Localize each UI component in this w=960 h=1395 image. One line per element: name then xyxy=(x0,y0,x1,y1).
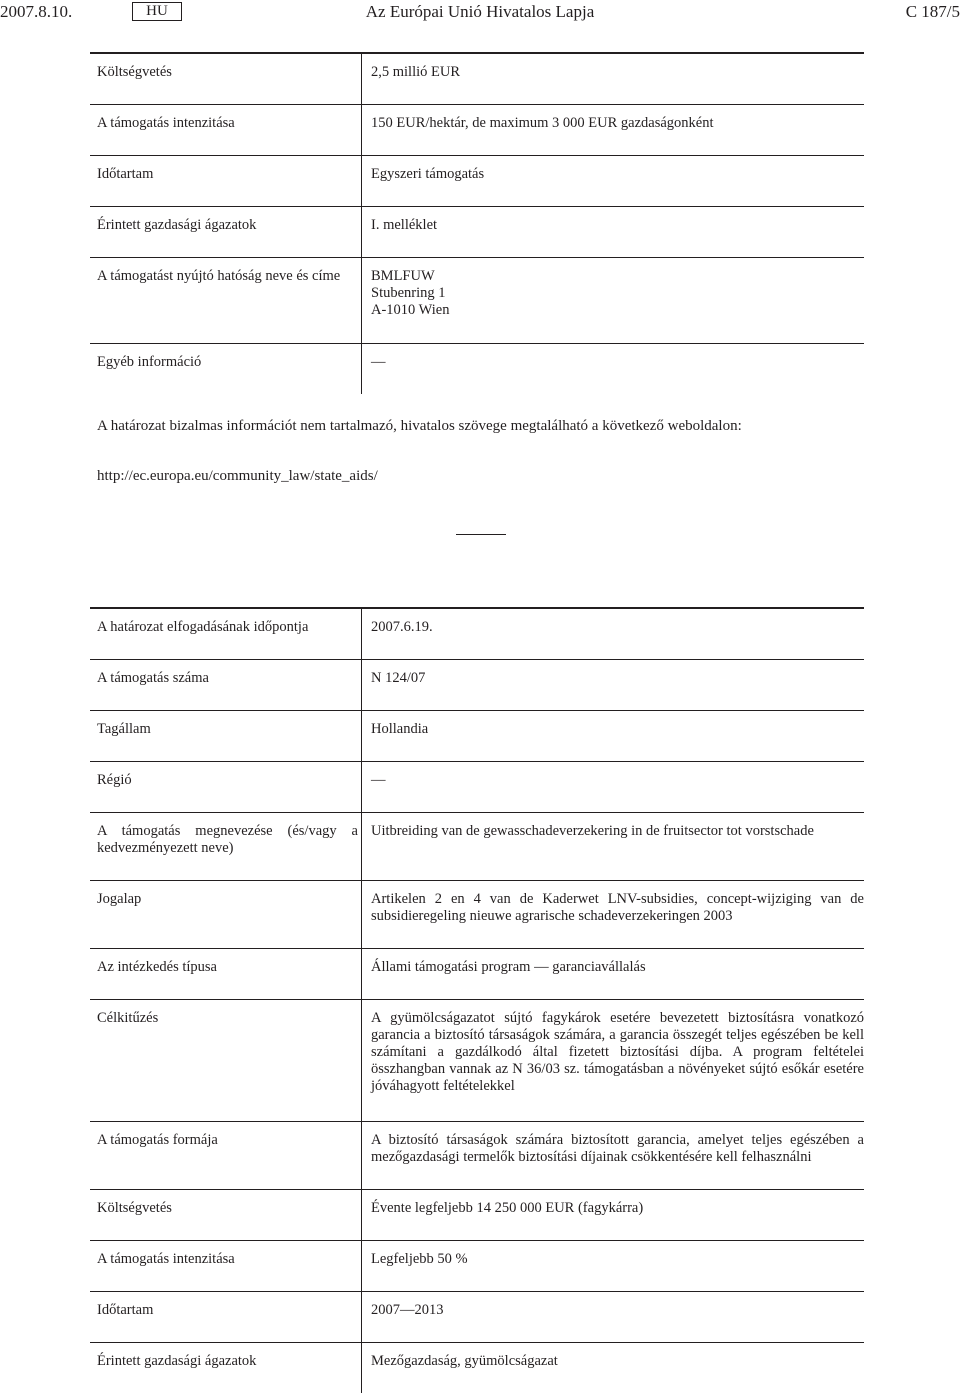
table-row xyxy=(90,1121,864,1189)
table-row xyxy=(90,257,864,343)
value-line: BMLFUW xyxy=(371,267,435,284)
row-value xyxy=(362,761,865,812)
row-value xyxy=(362,257,865,343)
row-value xyxy=(362,948,865,999)
row-value xyxy=(362,608,865,659)
row-value xyxy=(362,1121,865,1189)
row-label: Érintett gazdasági ágazatok xyxy=(90,1342,362,1393)
table-row xyxy=(90,659,864,710)
aid-table-2 xyxy=(90,607,864,1393)
value-line: Mezőgazdaság, gyümölcságazat xyxy=(371,1352,558,1369)
table-row xyxy=(90,1291,864,1342)
table-row xyxy=(90,948,864,999)
row-value xyxy=(362,999,865,1121)
value-line: N 124/07 xyxy=(371,669,426,686)
table-row xyxy=(90,812,864,880)
row-label: A támogatás intenzitása xyxy=(90,1240,362,1291)
value-line: Egyszeri támogatás xyxy=(371,165,485,182)
table-row xyxy=(90,608,864,659)
value-line: Uitbreiding van de gewasschadeverzekering in de fruitsector tot vorstschade xyxy=(371,822,814,839)
table-row xyxy=(90,53,864,104)
row-value xyxy=(362,710,865,761)
language-code-box: HU xyxy=(132,2,182,21)
value-line: — xyxy=(371,353,386,370)
table-row xyxy=(90,1342,864,1393)
row-value xyxy=(362,343,865,394)
row-label: Jogalap xyxy=(90,880,362,948)
row-label: Időtartam xyxy=(90,1291,362,1342)
row-value xyxy=(362,1240,865,1291)
table-row xyxy=(90,206,864,257)
row-value xyxy=(362,155,865,206)
row-value xyxy=(362,206,865,257)
table-row xyxy=(90,710,864,761)
decision-url-link[interactable]: http://ec.europa.eu/community_law/state_aids/ xyxy=(97,468,378,484)
value-line: I. melléklet xyxy=(371,216,438,233)
row-label: Időtartam xyxy=(90,155,362,206)
value-line: Stubenring 1 xyxy=(371,284,446,301)
row-value xyxy=(362,1189,865,1240)
value-line: Hollandia xyxy=(371,720,429,737)
value-line: Artikelen 2 en 4 van de Kaderwet LNV-subsidies, concept-wijziging van de subsidieregeling nieuwe agrarische schadeverzekeringen 2003 xyxy=(371,890,864,924)
value-line: A biztosító társaságok számára biztosított garancia, amelyet teljes egészében a mezőgazdasági termelők biztosítási díjainak csökkentésére kell felhasználni xyxy=(371,1131,864,1165)
journal-title: Az Európai Unió Hivatalos Lapja xyxy=(365,2,595,21)
row-value xyxy=(362,1342,865,1393)
table-row xyxy=(90,880,864,948)
row-label: A támogatás formája xyxy=(90,1121,362,1189)
row-value xyxy=(362,880,865,948)
value-line: 2007—2013 xyxy=(371,1301,444,1318)
row-value xyxy=(362,812,865,880)
aid-table-1 xyxy=(90,52,864,394)
value-line: 2,5 millió EUR xyxy=(371,64,461,80)
value-line: A gyümölcságazatot sújtó fagykárok esetére bevezetett biztosításra vonatkozó garancia a biztosító társaságok számára, a garancia összegét teljes egészében be kell számítani a gazdálkodó által fizetett biztosítási díjba. A program feltételei összhangban vannak az N 36/03 sz. támogatásban a növényeket sújtó esőkár esetére jóváhagyott feltételekkel xyxy=(371,1009,864,1094)
page-reference: C 187/5 xyxy=(905,2,960,21)
value-line: 150 EUR/hektár, de maximum 3 000 EUR gazdaságonként xyxy=(371,114,714,131)
table-row xyxy=(90,999,864,1121)
value-line: A-1010 Wien xyxy=(371,301,450,318)
table-row xyxy=(90,155,864,206)
value-line: 2007.6.19. xyxy=(371,619,433,635)
value-line: Állami támogatási program — garanciavállalás xyxy=(371,958,646,975)
row-label: Célkitűzés xyxy=(90,999,362,1121)
value-line: Legfeljebb 50 % xyxy=(371,1250,468,1267)
value-line: — xyxy=(371,771,386,788)
row-label: A támogatás intenzitása xyxy=(90,104,362,155)
row-label: Régió xyxy=(90,761,362,812)
row-label: A támogatást nyújtó hatóság neve és címe xyxy=(90,257,362,343)
row-label: Tagállam xyxy=(90,710,362,761)
row-value xyxy=(362,1291,865,1342)
publication-date: 2007.8.10. xyxy=(0,2,73,21)
row-value xyxy=(362,659,865,710)
row-label: Költségvetés xyxy=(90,1189,362,1240)
row-label: A támogatás megnevezése (és/vagy a kedvezményezett neve) xyxy=(90,812,362,880)
row-label: Költségvetés xyxy=(90,53,362,104)
page-header xyxy=(0,0,960,24)
row-label: Egyéb információ xyxy=(90,343,362,394)
value-line: Évente legfeljebb 14 250 000 EUR (fagykárra) xyxy=(371,1199,644,1216)
row-label: Érintett gazdasági ágazatok xyxy=(90,206,362,257)
section-separator xyxy=(456,534,506,535)
row-value xyxy=(362,53,865,104)
table-row xyxy=(90,104,864,155)
row-label: A támogatás száma xyxy=(90,659,362,710)
table-row xyxy=(90,1189,864,1240)
table-row xyxy=(90,1240,864,1291)
decision-text: A határozat bizalmas információt nem tartalmazó, hivatalos szövege megtalálható a következő weboldalon: xyxy=(97,418,742,434)
table-row xyxy=(90,761,864,812)
table-row xyxy=(90,343,864,394)
row-value xyxy=(362,104,865,155)
row-label: Az intézkedés típusa xyxy=(90,948,362,999)
row-label: A határozat elfogadásának időpontja xyxy=(90,608,362,659)
